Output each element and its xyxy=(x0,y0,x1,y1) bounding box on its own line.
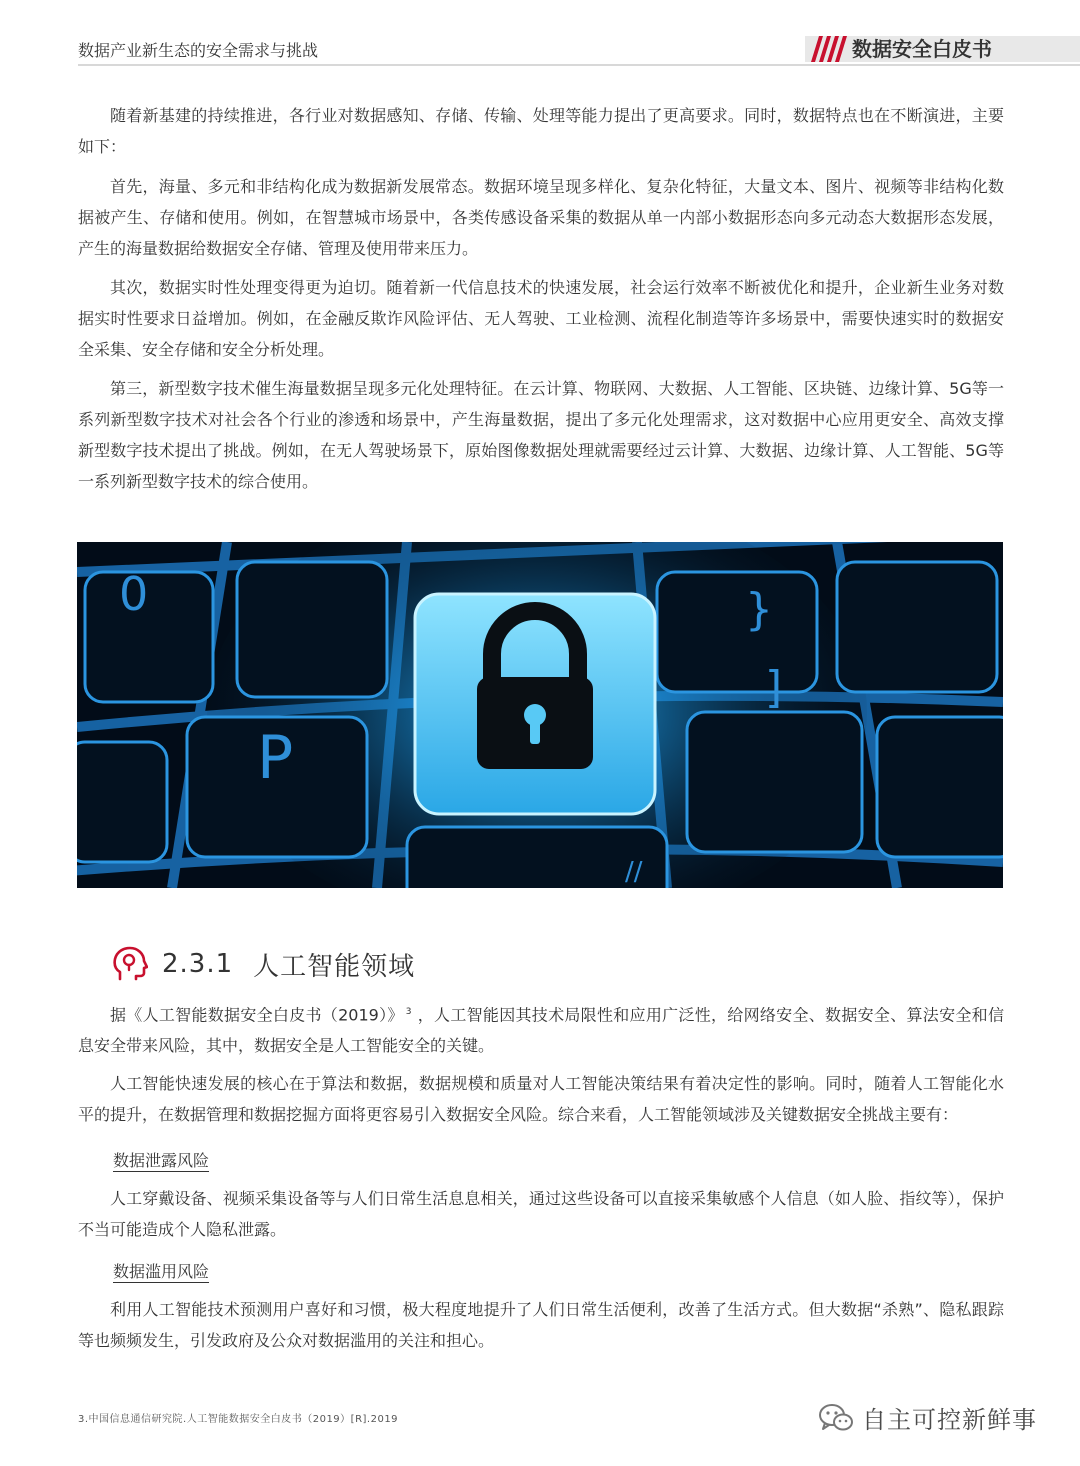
risk-heading-abuse: 数据滥用风险 xyxy=(113,1262,210,1281)
paragraph-first: 首先，海量、多元和非结构化成为数据新发展常态。数据环境呈现多样化、复杂化特征，大量文本、图片、视频等非结构化数据被产生、存储和使用。例如，在智慧城市场景中，各类传感设备采集的数据从单一内部小数据形态向多元动态大数据形态发展，产生的海量数据给数据安全存储、管理及使用带来压力。 xyxy=(78,177,1004,258)
wechat-icon xyxy=(818,1402,854,1434)
section-heading xyxy=(110,944,415,984)
key-label: 0 xyxy=(119,567,149,621)
risk-body-abuse: 利用人工智能技术预测用户喜好和习惯，极大程度地提升了人们日常生活便利，改善了生活方式。但大数据“杀熟”、隐私跟踪等也频频发生，引发政府及公众对数据滥用的关注和担心。 xyxy=(78,1300,1004,1350)
ai-head-icon xyxy=(110,945,148,983)
paragraph-intro: 随着新基建的持续推进，各行业对数据感知、存储、传输、处理等能力提出了更高要求。同时，数据特点也在不断演进，主要如下： xyxy=(78,106,1004,156)
watermark-text: 自主可控新鲜事 xyxy=(862,1406,1037,1434)
paragraph-section-2: 人工智能快速发展的核心在于算法和数据，数据规模和质量对人工智能决策结果有着决定性的影响。同时，随着人工智能化水平的提升，在数据管理和数据挖掘方面将更容易引入数据安全风险。综合来看，人工智能领域涉及关键数据安全挑战主要有： xyxy=(78,1074,1004,1124)
footnote-ref[interactable]: 3 xyxy=(405,1007,412,1017)
watermark xyxy=(818,1400,1037,1435)
keyboard-lock-photo xyxy=(77,542,1003,888)
risk-body-leak: 人工穿戴设备、视频采集设备等与人们日常生活息息相关，通过这些设备可以直接采集敏感个人信息（如人脸、指纹等），保护不当可能造成个人隐私泄露。 xyxy=(78,1189,1004,1239)
paragraph-second: 其次，数据实时性处理变得更为迫切。随着新一代信息技术的快速发展，社会运行效率不断被优化和提升，企业新生业务对数据实时性要求日益增加。例如，在金融反欺诈风险评估、无人驾驶、工业检测、流程化制造等许多场景中，需要快速实时的数据安全采集、安全存储和安全分析处理。 xyxy=(78,278,1004,359)
running-header-title: 数据产业新生态的安全需求与挑战 xyxy=(78,41,319,60)
section-number: 2.3.1 xyxy=(162,949,234,979)
running-header-brand: 数据安全白皮书 xyxy=(852,37,992,61)
paragraph-section-1: 据《人工智能数据安全白皮书（2019）》 $^3$ ，人工智能因其技术局限性和应用广泛性，给网络安全、数据安全、算法安全和信息安全带来风险，其中，数据安全是人工智能安全的关键。 xyxy=(78,1005,1004,1056)
key-label: // xyxy=(625,857,643,887)
section-title: 人工智能领域 xyxy=(253,951,416,982)
risk-heading-leak: 数据泄露风险 xyxy=(113,1151,210,1170)
key-label: P xyxy=(257,723,294,793)
key-label: ] xyxy=(765,662,783,713)
header-divider xyxy=(78,64,1080,66)
footnote: 3.中国信息通信研究院.人工智能数据安全白皮书（2019）[R].2019 xyxy=(78,1414,399,1425)
header-stripes-icon xyxy=(805,36,847,62)
key-label: } xyxy=(745,584,773,635)
paragraph-third: 第三，新型数字技术催生海量数据呈现多元化处理特征。在云计算、物联网、大数据、人工智能、区块链、边缘计算、5G等一系列新型数字技术对社会各个行业的渗透和场景中，产生海量数据，提出了多元化处理需求，这对数据中心应用更安全、高效支撑新型数字技术提出了挑战。例如，在无人驾驶场景下，原始图像数据处理就需要经过云计算、大数据、边缘计算、人工智能、5G等一系列新型数字技术的综合使用。 xyxy=(78,379,1004,491)
